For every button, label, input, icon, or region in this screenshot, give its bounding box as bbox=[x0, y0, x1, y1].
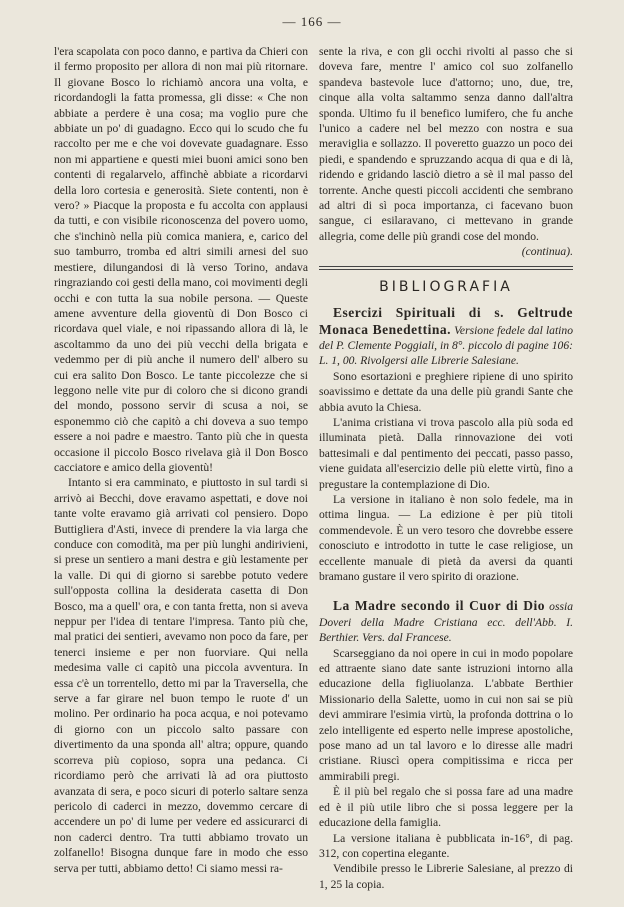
paragraph: sente la riva, e con gli occhi rivolti al passo che si doveva fare, mentre l' amico col suo zolfanello spandeva bastevole luce d'attorno; uno, due, tre, cinque alla volta saltammo senza danno dall'altra sponda. Ultimo fu il benefico lumifero, che fu anche l'unico a cadere nel bel mezzo con nostra e sua meraviglia e sollazzo. Il poveretto guazzo un poco dei piedi, e spandendo e spruzzando acqua di qua e di là, ridendo e gridando lasciò dietro a sè il mal passo del torrente. Anche questi piccoli accidenti che sembrano ad altri di sì poca importanza, ci facevano buon sangue, ci esilaravano, ci mettevano in grande allegria, come delle più grandi cose del mondo. bbox=[319, 45, 573, 243]
paragraph: È il più bel regalo che si possa fare ad una madre ed è il più utile libro che si possa leggere per la educazione della famiglia. bbox=[319, 785, 573, 830]
continua-label: (continua). bbox=[521, 245, 573, 259]
paragraph: L'anima cristiana vi trova pascolo alla più soda ed illuminata pietà. Dalla rinnovazione dei voti battesimali e dal pentimento dei peccati, passo passo, viene guidata all'esercizio delle più elette virtù, fino a pregustare la contemplazione di Dio. bbox=[319, 415, 573, 491]
book-subtitle: Versione fedele dal latino del P. Clemente Poggiali, in 8°. piccolo di pagine 106: L. 1, 00. Rivolgersi alle Librerie Salesiane. bbox=[319, 323, 573, 368]
book-heading bbox=[319, 305, 573, 369]
section-title: BIBLIOGRAFIA bbox=[379, 278, 513, 295]
paragraph: Sono esortazioni e preghiere ripiene di uno spirito soavissimo e dettate da una delle più grandi Sante che abbia avuto la Chiesa. bbox=[319, 369, 573, 414]
book-subtitle: ossia Doveri della Madre Cristiana ecc. dell'Abb. I. Berthier. Vers. dal Francese. bbox=[319, 600, 574, 645]
divider bbox=[319, 269, 573, 270]
left-column bbox=[54, 44, 308, 876]
book-title: Esercizi Spirituali di s. Geltrude Monaca Benedettina. bbox=[319, 305, 573, 337]
paragraph: Intanto si era camminato, e piuttosto in sul tardi si arrivò ai Becchi, dove eravamo aspettati, e dove noi tante volte eravamo già arrivati col pensiero. Dopo Buttigliera d'Asti, invece di prendere la via larga che conduce con comodità, ma per più lunghi andirivieni, si prese un sentiero a mani destra e giù lestamente per la valle. Di qui di giorno si sarebbe potuto vedere sull'opposta collina la desiderata casetta di Don Bosco, ma a quell' ora, e con tanta fretta, non si aveva neppur per l'idea di tentare l'impresa. Tanto più che, mal pratici dei sentieri, avevamo non poco da fare, per tenerci insieme e per non fuorviare. Qui nella medesima valle ci capitò una piccola avventura. In essa c'è un torrentello, detto mi par la Traversella, che serve a far girare nel buon tempo le ruote d' un molino. Per ordinario ha poca acqua, e noi potevamo di giorno con un piccolo salto passare con divertimento da una sponda all' altra; oppure, quando scorreva più copioso, sopra una pedanca. Ci ricordiamo però che arrivati là ad ora piuttosto avanzata di sera, e poco sicuri di poterlo saltare senza pericolo di caderci in mezzo, dovemmo cercare di accendere un po' di lume per vedere ed assicurarci di non caderci dentro. Tra tutti abbiamo trovato un zolfanello! Bisogna dunque fare in modo che esso serva per tutti, abbiamo detto! Ci siamo messi ra- bbox=[54, 476, 308, 875]
right-column bbox=[319, 44, 573, 892]
paragraph: La versione in italiano è non solo fedele, ma in ottima lingua. — La edizione è per più titoli commendevole. È un vero tesoro che dovrebbe essere conosciuto e introdotto in tutte le case religiose, un eccellente manuale di pietà da aversi da quanti bramano gustare il vero spirito di orazione. bbox=[319, 492, 573, 583]
paragraph: Vendibile presso le Librerie Salesiane, al prezzo di 1, 25 la copia. bbox=[319, 862, 573, 891]
page-number: — 166 — bbox=[282, 14, 342, 29]
divider bbox=[319, 266, 573, 267]
book-heading bbox=[319, 598, 573, 645]
paragraph: La versione italiana è pubblicata in-16°, di pag. 312, con copertina elegante. bbox=[319, 831, 573, 860]
book-title: La Madre secondo il Cuor di Dio bbox=[333, 598, 546, 614]
paragraph: Scarseggiano da noi opere in cui in modo popolare ed attraente siano date sante istruzioni intorno alla educazione della figliuolanza. L'abbate Berthier Missionario della Salette, uomo in cui non sai se più devi ammirare l'esimia virtù, la profonda dottrina o lo zelo intelligente ed esperto nelle imprese apostoliche, pose mano ad un tal lavoro e lo diresse alle madri cristiane. Riuscì opera compitissima e ricca per ammirabili pregi. bbox=[319, 646, 573, 783]
paragraph: l'era scapolata con poco danno, e partiva da Chieri con il fermo proposito per allora di non mai più ritornare. Il giovane Bosco lo richiamò ancora una volta, e ricordandogli la fatta promessa, gli disse: « Che non abbiate a perdere è una cosa; ma voglio pure che abbiate un po' di guadagno. Ecco qui lo scudo che fu raccolto per me e che voi dovevate guadagnare. Esso non mi appartiene e questi miei buoni amici sono ben contenti di regalarvelo, affinchè abbiate a ricordarvi della loro cortesia e generosità. Siete contenti, non è vero? » Piacque la proposta e fu accolta con applausi da tutti, e con visibile riconoscenza del povero uomo, che s'inchinò nella più comica maniera, e, carico del suo tamburro, tromba ed altri simili arnesi del suo mestiere, dilungandosi di là verso Torino, andava ringraziando coi gesti della mano, coi movimenti degli occhi e con tutta la sua nobile persona. — Queste amene avventure della gioventù di Don Bosco ci ricordava quel viale, e noi ripassando allora di là, le ascoltammo da uno dei più vecchi della brigata e vedemmo per di più anche il numero dell' albero su cui era salito Don Bosco. Le tante piccolezze che si leggono nelle vite pur di coloro che si dicono grandi del mondo, possono servir di scusa a noi, se esponemmo ciò che capitò a chi doveva a suo tempo essere a noi padre e maestro. Tanto più che in questa occasione il piccolo Bosco rivelava già il Don Bosco cacciatore e amico della gioventù! bbox=[54, 45, 308, 474]
